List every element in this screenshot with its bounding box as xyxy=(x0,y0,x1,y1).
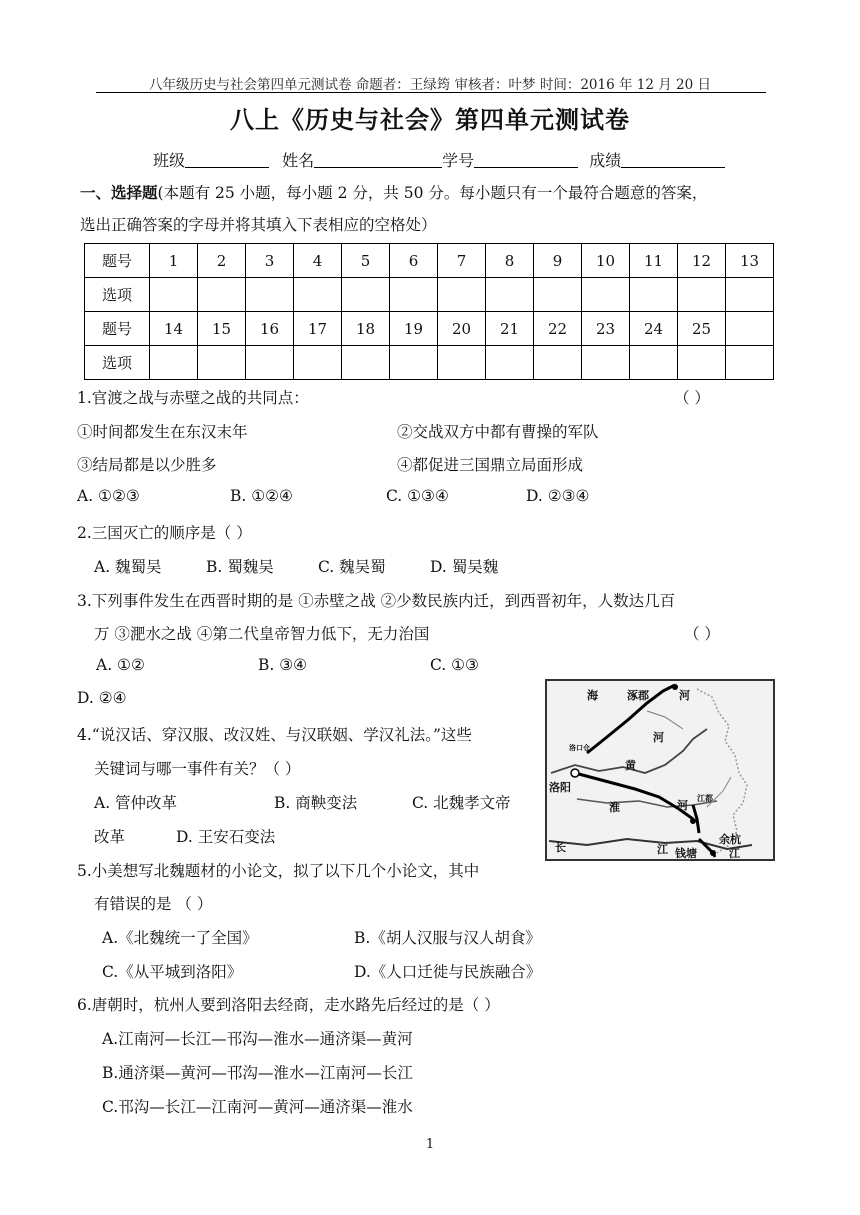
page-header: 八年级历史与社会第四单元测试卷 命题者：王绿筠 审核者：叶梦 时间：2016 年 12 月 20 日 xyxy=(148,77,712,93)
section-desc-2: 选出正确答案的字母并将其填入下表相应的空格处） xyxy=(80,216,437,234)
answer-cell[interactable] xyxy=(486,278,534,312)
q1-statement-3: ③结局都是以少胜多 xyxy=(77,456,217,474)
id-label: 学号 xyxy=(442,151,475,170)
table-number-cell: 6 xyxy=(390,244,438,278)
map-label-hai: 海 xyxy=(587,689,598,702)
q4-option-b: B. 商鞅变法 xyxy=(274,794,358,812)
id-blank[interactable] xyxy=(474,151,578,168)
table-number-cell: 2 xyxy=(198,244,246,278)
class-label: 班级 xyxy=(153,151,186,170)
table-header-cell: 题号 xyxy=(85,244,150,278)
page-number: 1 xyxy=(425,1137,435,1152)
answer-cell[interactable] xyxy=(486,346,534,380)
answer-cell[interactable] xyxy=(726,346,774,380)
answer-cell[interactable] xyxy=(726,278,774,312)
map-label-jiang-2: 江 xyxy=(729,847,740,860)
q6-option-c: C.邗沟—长江—江南河—黄河—通济渠—淮水 xyxy=(102,1098,413,1116)
q5-option-a: A.《北魏统一了全国》 xyxy=(102,929,258,947)
answer-cell[interactable] xyxy=(678,346,726,380)
q1-option-b: B. ①②④ xyxy=(230,487,293,505)
table-number-cell: 9 xyxy=(534,244,582,278)
table-number-cell: 13 xyxy=(726,244,774,278)
q1-statement-1: ①时间都发生在东汉末年 xyxy=(77,423,248,441)
q2-option-b: B. 蜀魏吴 xyxy=(206,558,274,576)
section-desc-1: (本题有 25 小题，每小题 2 分，共 50 分。每小题只有一个最符合题意的答案， xyxy=(157,184,708,202)
q1-statement-2: ②交战双方中都有曹操的军队 xyxy=(397,423,599,441)
answer-cell[interactable] xyxy=(582,278,630,312)
table-number-cell: 18 xyxy=(342,312,390,346)
q4-stem-1: 4.“说汉话、穿汉服、改汉姓、与汉联姻、学汉礼法。”这些 xyxy=(77,726,472,744)
answer-table-answer-row-1 xyxy=(85,278,774,312)
q2-option-a: A. 魏蜀吴 xyxy=(94,558,162,576)
answer-cell[interactable] xyxy=(294,346,342,380)
q3-stem-2: 万 ③淝水之战 ④第二代皇帝智力低下，无力治国 xyxy=(94,625,430,643)
header-rule xyxy=(96,92,766,93)
table-number-cell: 25 xyxy=(678,312,726,346)
answer-table xyxy=(84,243,774,380)
table-number-cell: 11 xyxy=(630,244,678,278)
answer-cell[interactable] xyxy=(294,278,342,312)
table-number-cell: 15 xyxy=(198,312,246,346)
name-blank[interactable] xyxy=(314,151,442,168)
q4-option-c-cont: 改革 xyxy=(94,828,126,846)
student-info xyxy=(153,148,725,171)
q5-stem-2: 有错误的是 （ ） xyxy=(94,895,213,913)
q5-option-d: D.《人口迁徙与民族融合》 xyxy=(354,963,542,981)
map-label-he-3: 河 xyxy=(677,799,688,812)
table-number-cell xyxy=(726,312,774,346)
grand-canal-map xyxy=(545,679,775,861)
answer-cell[interactable] xyxy=(534,346,582,380)
table-header-cell: 题号 xyxy=(85,312,150,346)
q3-option-a: A. ①② xyxy=(96,656,145,674)
answer-cell[interactable] xyxy=(438,346,486,380)
map-label-luokou: 洛口仓 xyxy=(569,743,590,752)
table-header-cell: 选项 xyxy=(85,278,150,312)
q1-statement-4: ④都促进三国鼎立局面形成 xyxy=(397,456,584,474)
score-blank[interactable] xyxy=(621,151,725,168)
q6-stem: 6.唐朝时，杭州人要到洛阳去经商，走水路先后经过的是（ ） xyxy=(77,996,500,1014)
exam-title: 八上《历史与社会》第四单元测试卷 xyxy=(230,106,630,134)
score-label: 成绩 xyxy=(589,151,622,170)
q4-stem-2: 关键词与哪一事件有关？（ ） xyxy=(94,760,301,778)
q4-option-d: D. 王安石变法 xyxy=(176,828,276,846)
section-title: 一、选择题 xyxy=(80,184,158,202)
q2-option-d: D. 蜀吴魏 xyxy=(430,558,499,576)
answer-table-number-row-2 xyxy=(85,312,774,346)
answer-cell[interactable] xyxy=(150,278,198,312)
answer-table-answer-row-2 xyxy=(85,346,774,380)
table-number-cell: 3 xyxy=(246,244,294,278)
q1-option-a: A. ①②③ xyxy=(77,487,140,505)
q6-option-a: A.江南河—长江—邗沟—淮水—通济渠—黄河 xyxy=(102,1030,413,1048)
answer-cell[interactable] xyxy=(150,346,198,380)
answer-cell[interactable] xyxy=(582,346,630,380)
answer-cell[interactable] xyxy=(342,278,390,312)
table-number-cell: 24 xyxy=(630,312,678,346)
q3-answer-paren[interactable]: （ ） xyxy=(684,625,720,643)
q5-option-b: B.《胡人汉服与汉人胡食》 xyxy=(354,929,541,947)
table-number-cell: 16 xyxy=(246,312,294,346)
map-label-zhuojun: 涿郡 xyxy=(627,689,649,702)
answer-cell[interactable] xyxy=(246,346,294,380)
answer-cell[interactable] xyxy=(390,278,438,312)
q5-stem-1: 5.小美想写北魏题材的小论文，拟了以下几个小论文，其中 xyxy=(77,862,480,880)
answer-cell[interactable] xyxy=(198,346,246,380)
map-label-huang: 黄 xyxy=(625,759,636,772)
table-number-cell: 12 xyxy=(678,244,726,278)
table-number-cell: 21 xyxy=(486,312,534,346)
q2-option-c: C. 魏吴蜀 xyxy=(318,558,386,576)
q3-stem-1: 3.下列事件发生在西晋时期的是 ①赤壁之战 ②少数民族内迁，到西晋初年，人数达几百 xyxy=(77,592,676,610)
answer-cell[interactable] xyxy=(534,278,582,312)
q3-option-c: C. ①③ xyxy=(430,656,479,674)
q3-option-d: D. ②④ xyxy=(77,689,127,707)
q1-stem: 1.官渡之战与赤壁之战的共同点： xyxy=(77,389,309,407)
table-number-cell: 23 xyxy=(582,312,630,346)
q4-option-a: A. 管仲改革 xyxy=(94,794,178,812)
answer-cell[interactable] xyxy=(198,278,246,312)
answer-cell[interactable] xyxy=(246,278,294,312)
q4-option-c: C. 北魏孝文帝 xyxy=(412,794,511,812)
table-header-cell: 选项 xyxy=(85,346,150,380)
table-number-cell: 19 xyxy=(390,312,438,346)
q5-option-c: C.《从平城到洛阳》 xyxy=(102,963,243,981)
q2-stem: 2.三国灭亡的顺序是（ ） xyxy=(77,524,252,542)
map-label-jiang-1: 江 xyxy=(657,843,668,856)
class-blank[interactable] xyxy=(185,151,269,168)
answer-cell[interactable] xyxy=(630,278,678,312)
table-number-cell: 5 xyxy=(342,244,390,278)
q3-option-b: B. ③④ xyxy=(258,656,308,674)
q6-option-b: B.通济渠—黄河—邗沟—淮水—江南河—长江 xyxy=(102,1064,413,1082)
map-label-jiangdu: 江都 xyxy=(697,793,713,803)
answer-cell[interactable] xyxy=(342,346,390,380)
q1-option-c: C. ①③④ xyxy=(386,487,449,505)
q1-answer-paren[interactable]: （ ） xyxy=(674,389,710,407)
map-label-he-1: 河 xyxy=(679,689,690,702)
table-number-cell: 14 xyxy=(150,312,198,346)
map-label-luoyang: 洛阳 xyxy=(549,781,571,794)
table-number-cell: 7 xyxy=(438,244,486,278)
map-label-qiantang: 钱塘 xyxy=(675,847,697,860)
name-label: 姓名 xyxy=(282,151,315,170)
map-label-yuhang: 余杭 xyxy=(719,833,741,846)
answer-cell[interactable] xyxy=(438,278,486,312)
map-label-huai: 淮 xyxy=(609,801,620,814)
table-number-cell: 10 xyxy=(582,244,630,278)
answer-cell[interactable] xyxy=(630,346,678,380)
table-number-cell: 22 xyxy=(534,312,582,346)
table-number-cell: 8 xyxy=(486,244,534,278)
answer-table-number-row-1 xyxy=(85,244,774,278)
q1-option-d: D. ②③④ xyxy=(526,487,590,505)
table-number-cell: 17 xyxy=(294,312,342,346)
table-number-cell: 4 xyxy=(294,244,342,278)
section-heading xyxy=(80,181,707,203)
table-number-cell: 1 xyxy=(150,244,198,278)
answer-cell[interactable] xyxy=(390,346,438,380)
map-label-chang: 长 xyxy=(555,841,566,854)
table-number-cell: 20 xyxy=(438,312,486,346)
answer-cell[interactable] xyxy=(678,278,726,312)
map-label-he-2: 河 xyxy=(653,731,664,744)
